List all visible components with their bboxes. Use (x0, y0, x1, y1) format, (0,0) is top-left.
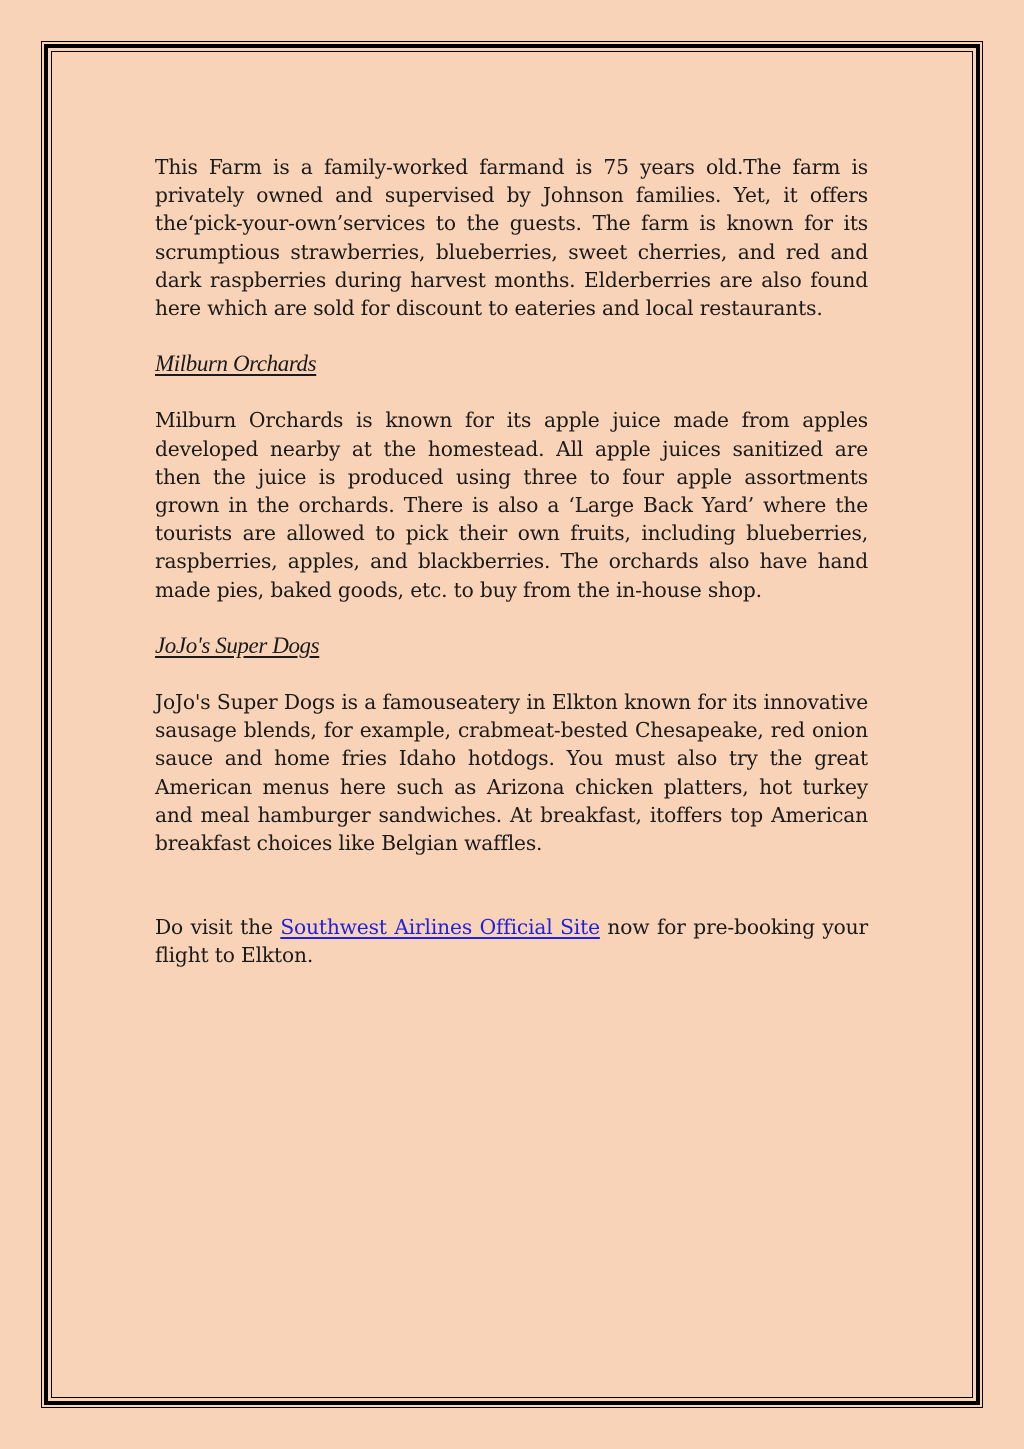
section-body-milburn-orchards: Milburn Orchards is known for its apple juice made from apples developed nearby at the homestead. All apple juices sanitized are then the juice is produced using three to four apple assortments grown in the orchards. There is also a ‘Large Back Yard’ where the tourists are allowed to pick their own fruits, including blueberries, raspberries, apples, and blackberries. The orchards also have hand made pies, baked goods, etc. to buy from the in-house shop. (155, 408, 868, 602)
document-body (155, 153, 868, 970)
intro-paragraph: This Farm is a family-worked farmand is 75 years old.The farm is privately owned and supervised by Johnson families. Yet, it offers the‘pick-your-own’services to the guests. The farm is known for its scrumptious strawberries, blueberries, sweet cherries, and red and dark raspberries during harvest months. Elderberries are also found here which are sold for discount to eateries and local restaurants. (155, 155, 868, 321)
closing-suffix: now for pre-booking your flight to Elkton. (155, 915, 868, 968)
section-heading-jojos-super-dogs: JoJo's Super Dogs (155, 632, 320, 658)
spacer (155, 322, 868, 350)
spacer (155, 604, 868, 632)
section-body-jojos-super-dogs: JoJo's Super Dogs is a famouseatery in Elkton known for its innovative sausage blends, for example, crabmeat-bested Chesapeake, red onion sauce and home fries Idaho hotdogs. You must also try the great American menus here such as Arizona chicken platters, hot turkey and meal hamburger sandwiches. At breakfast, itoffers top American breakfast choices like Belgian waffles. (155, 690, 868, 856)
closing-paragraph (155, 913, 868, 969)
spacer (155, 857, 868, 913)
closing-prefix: Do visit the (155, 915, 281, 940)
southwest-airlines-link[interactable]: Southwest Airlines Official Site (280, 915, 600, 940)
spacer (155, 660, 868, 688)
section-heading-milburn-orchards: Milburn Orchards (155, 351, 317, 377)
spacer (155, 378, 868, 406)
